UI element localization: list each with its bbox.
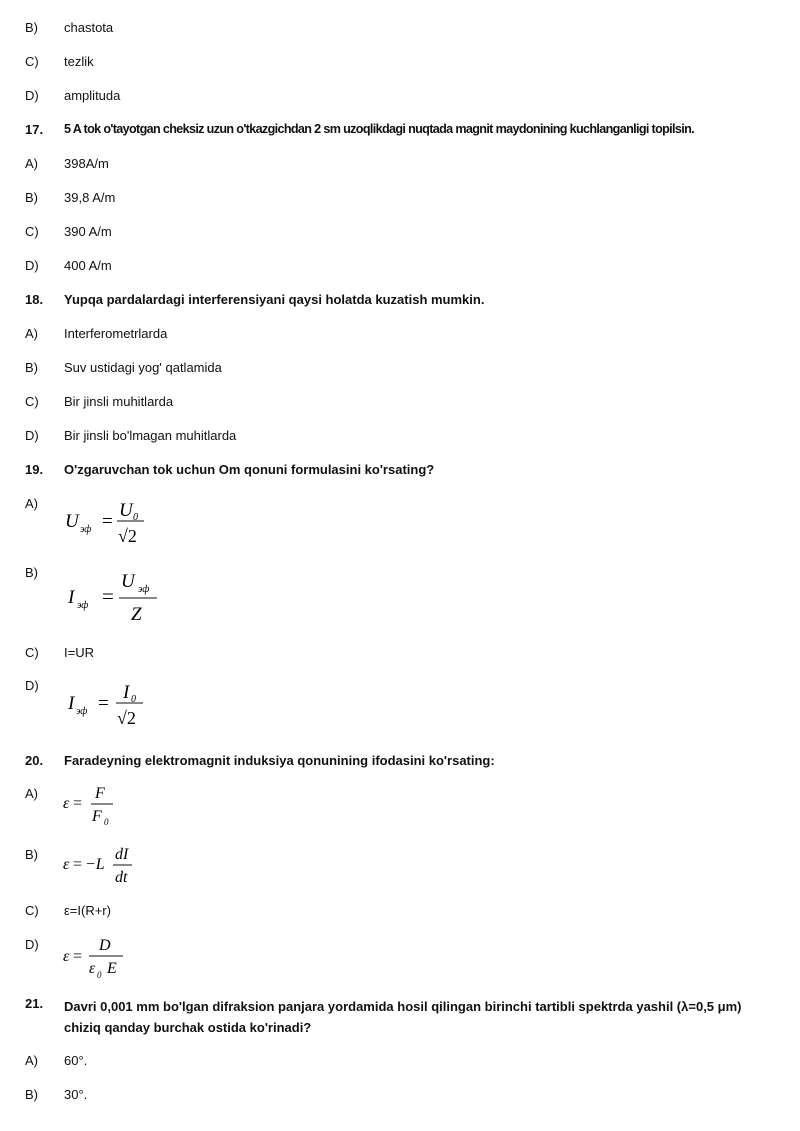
formula-numerator: dI [115, 846, 129, 863]
option-text: 60°. [64, 1053, 88, 1068]
formula-lhs: U [65, 511, 79, 532]
svg-text:=: = [98, 693, 109, 714]
option-label: D) [25, 937, 39, 952]
svg-text:=: = [102, 511, 113, 532]
formula-lhs: ε [63, 795, 70, 812]
question-number: 18. [25, 292, 44, 307]
formula-den-sub: 0 [104, 817, 109, 827]
formula-den-sub: 0 [97, 970, 102, 980]
option-label: B) [25, 1087, 38, 1102]
formula-numerator: D [99, 937, 111, 954]
formula-den-tail: E [107, 960, 117, 977]
formula-numerator: U [119, 500, 133, 521]
answer-option [0, 786, 800, 836]
svg-text:=: = [73, 795, 83, 812]
option-label: A) [25, 786, 38, 801]
answer-option [0, 496, 800, 556]
formula-numerator: U [121, 571, 135, 592]
formula-num-sub: эф [138, 584, 150, 595]
answer-option [0, 565, 800, 630]
answer-option [0, 847, 800, 892]
option-label: C) [25, 224, 39, 239]
formula [60, 565, 190, 633]
formula-numerator: I [123, 682, 130, 703]
question-text: 5 A tok o'tayotgan cheksiz uzun o'tkazgichdan 2 sm uzoqlikdagi nuqtada magnit maydonining kuchlanganligi topilsin. [64, 122, 694, 136]
formula-denominator: Z [131, 604, 142, 625]
option-text: ε=I(R+r) [64, 903, 111, 918]
question-number: 17. [25, 122, 44, 137]
option-label: B) [25, 360, 38, 375]
formula-prefix: −L [85, 856, 105, 873]
formula-numerator: F [95, 785, 105, 802]
svg-text:=: = [102, 584, 114, 608]
formula-lhs: ε [63, 856, 70, 873]
formula-lhs-sub: эф [80, 524, 92, 535]
option-text: Bir jinsli muhitlarda [64, 394, 174, 409]
option-text: tezlik [64, 54, 94, 69]
option-label: C) [25, 903, 39, 918]
option-label: D) [25, 678, 39, 693]
formula-denominator: dt [115, 869, 128, 886]
option-text: I=UR [64, 645, 94, 660]
formula-lhs: I [68, 693, 75, 714]
option-label: A) [25, 1053, 38, 1068]
formula [60, 784, 160, 837]
question-text: Davri 0,001 mm bo'lgan difraksion panjara yordamida hosil qilingan birinchi tartibli spektrda yashil (λ=0,5 μm) chiziq qanday burchak ostida ko'rinadi? [64, 999, 742, 1035]
answer-option [0, 678, 800, 738]
option-label: B) [25, 565, 38, 580]
option-label: C) [25, 394, 39, 409]
formula-num-sub: 0 [131, 694, 136, 705]
formula [60, 935, 160, 988]
formula [60, 845, 160, 893]
formula-lhs-sub: эф [76, 706, 88, 717]
formula-denominator: F [92, 808, 102, 825]
option-label: B) [25, 20, 38, 35]
formula-lhs: I [68, 587, 75, 608]
option-text: Suv ustidagi yog' qatlamida [64, 360, 222, 375]
formula [60, 496, 180, 559]
question-text: O'zgaruvchan tok uchun Om qonuni formulasini ko'rsating? [64, 462, 435, 477]
option-label: A) [25, 496, 38, 511]
option-label: C) [25, 645, 39, 660]
option-label: D) [25, 258, 39, 273]
question-text: Faradeyning elektromagnit induksiya qonunining ifodasini ko'rsating: [64, 753, 495, 768]
option-text: 398A/m [64, 156, 109, 171]
option-text: chastota [64, 20, 114, 35]
option-label: A) [25, 326, 38, 341]
formula-lhs: ε [63, 948, 70, 965]
option-text: 39,8 A/m [64, 190, 116, 205]
formula-denominator: √2 [118, 526, 137, 546]
question-number: 20. [25, 753, 44, 768]
option-label: B) [25, 190, 38, 205]
formula-num-sub: 0 [133, 512, 138, 523]
option-text: 390 A/m [64, 224, 112, 239]
option-text: amplituda [64, 88, 121, 103]
formula [60, 678, 180, 741]
option-label: A) [25, 156, 38, 171]
question-number: 21. [25, 996, 44, 1011]
formula-denominator: ε [89, 960, 96, 977]
option-label: D) [25, 88, 39, 103]
question-text: Yupqa pardalardagi interferensiyani qaysi holatda kuzatish mumkin. [64, 292, 485, 307]
question-number: 19. [25, 462, 44, 477]
option-text: 30°. [64, 1087, 88, 1102]
svg-text:=: = [73, 856, 83, 873]
svg-text:=: = [73, 948, 83, 965]
formula-denominator: √2 [117, 708, 136, 728]
answer-option [0, 937, 800, 987]
option-label: B) [25, 847, 38, 862]
option-label: D) [25, 428, 39, 443]
option-text: Bir jinsli bo'lmagan muhitlarda [64, 428, 237, 443]
formula-lhs-sub: эф [77, 600, 89, 611]
option-label: C) [25, 54, 39, 69]
option-text: Interferometrlarda [64, 326, 168, 341]
option-text: 400 A/m [64, 258, 112, 273]
